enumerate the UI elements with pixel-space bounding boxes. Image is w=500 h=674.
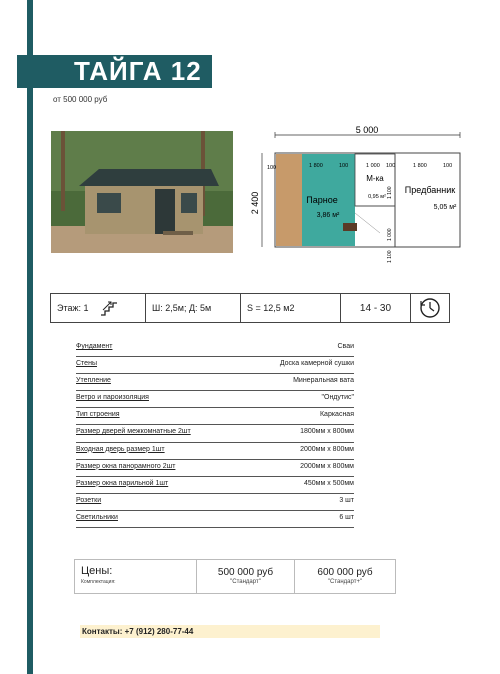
spec-row (76, 391, 354, 408)
specs-table (76, 340, 354, 528)
spec-label: Размер дверей межкомнатные 2шт (76, 428, 191, 436)
spec-value: 1800мм х 800мм (300, 428, 354, 436)
package-label: Комплектация: (81, 579, 116, 585)
room-steam-area: 3,86 м² (316, 212, 340, 219)
spec-value: 3 шт (339, 496, 354, 504)
area-cell (241, 294, 341, 322)
spec-label: Светильники (76, 513, 118, 521)
dim-100-c: 100 (443, 163, 453, 169)
price-from: от 500 000 руб (53, 95, 108, 104)
days-cell (341, 294, 411, 322)
spec-label: Стены (76, 360, 97, 368)
spec-value: "Ондутис" (321, 394, 354, 402)
price-standard-plus: 600 000 руб (317, 567, 373, 578)
spec-label: Утепление (76, 377, 111, 385)
dim-1000: 1 000 (366, 163, 380, 169)
spec-row (76, 340, 354, 357)
spec-row (76, 357, 354, 374)
dim-1100-v: 1 100 (387, 250, 393, 263)
spec-value: 450мм х 500мм (304, 479, 354, 487)
package-standard: "Стандарт" (230, 579, 261, 585)
package-standard-plus: "Стандарт+" (327, 579, 363, 585)
spec-label: Размер окна парильной 1шт (76, 479, 169, 487)
area-text: S = 12,5 м2 (247, 303, 295, 313)
room-wc-name: М-ка (366, 174, 384, 183)
dim-1000-v: 1 000 (387, 228, 393, 241)
size-text: Ш: 2,5м; Д: 5м (152, 303, 212, 313)
spec-value: Минеральная вата (293, 377, 354, 385)
spec-row (76, 494, 354, 511)
stairs-icon (99, 299, 121, 317)
size-cell (146, 294, 241, 322)
plan-width-dim: 5 000 (355, 125, 379, 135)
dim-1100: 1 100 (387, 186, 393, 199)
plan-height-dim: 2 400 (250, 191, 260, 215)
room-steam-name: Парное (306, 195, 338, 205)
room-wc-area: 0,95 м² (368, 194, 386, 200)
spec-label: Входная дверь размер 1шт (76, 445, 165, 453)
dim-1800-b: 1 800 (413, 163, 427, 169)
room-lobby-area: 5,05 м² (433, 204, 457, 211)
spec-row (76, 460, 354, 477)
floor-label: Этаж: 1 (57, 303, 89, 313)
spec-row (76, 425, 354, 442)
spec-row (76, 374, 354, 391)
prices-label: Цены: (81, 565, 113, 577)
spec-value: Сваи (337, 343, 354, 350)
spec-label: Тип строения (76, 411, 120, 419)
spec-value: 2000мм х 800мм (300, 445, 354, 453)
price-label-cell (75, 560, 197, 593)
dim-100-a: 100 (339, 163, 349, 169)
spec-value: 2000мм х 800мм (300, 462, 354, 470)
price-standard: 500 000 руб (217, 567, 274, 578)
spec-value: Каркасная (319, 411, 354, 419)
spec-label: Фундамент (76, 343, 113, 350)
spec-label: Размер окна панорамного 2шт (76, 462, 176, 470)
side-stripe (27, 0, 33, 674)
spec-row (76, 443, 354, 460)
contacts: Контакты: +7 (912) 280-77-44 (80, 625, 380, 638)
page-title: ТАЙГА 12 (74, 56, 202, 86)
info-row (50, 293, 450, 323)
spec-row (76, 408, 354, 425)
dim-100-b: 100 (386, 163, 396, 169)
spec-row (76, 477, 354, 494)
spec-row (76, 511, 354, 528)
price-standard-cell (197, 560, 295, 593)
floor-plan (250, 123, 475, 263)
spec-label: Ветро и пароизоляция (76, 394, 149, 402)
spec-value: 6 шт (339, 513, 354, 521)
clock-cell (411, 294, 449, 322)
room-lobby-name: Предбанник (404, 185, 456, 195)
spec-label: Розетки (76, 496, 102, 504)
price-box (74, 559, 396, 594)
dim-100-left: 100 (267, 165, 277, 171)
spec-value: Доска камерной сушки (279, 360, 354, 368)
house-photo (51, 131, 233, 253)
dim-1800-a: 1 800 (309, 163, 323, 169)
price-standard-plus-cell (295, 560, 395, 593)
days-text: 14 - 30 (359, 302, 392, 314)
clock-icon (418, 296, 442, 320)
floor-cell (51, 294, 146, 322)
